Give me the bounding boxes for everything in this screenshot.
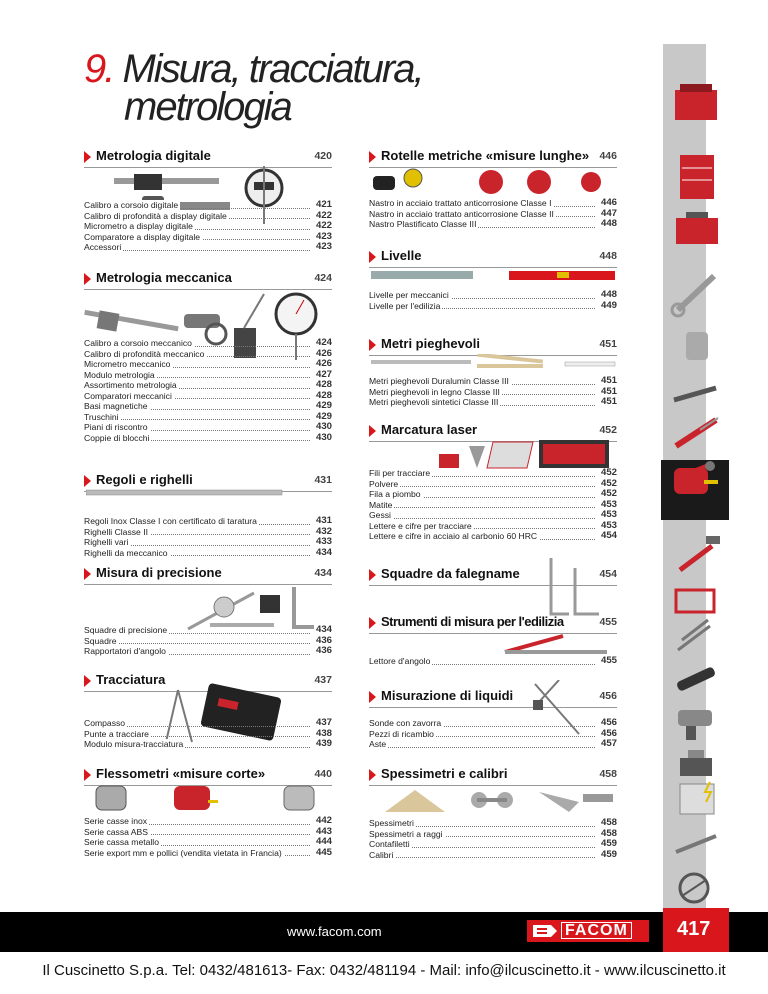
footer-bar xyxy=(0,912,768,952)
angle-reader-image xyxy=(503,634,613,656)
section-header[interactable] xyxy=(369,336,617,354)
list-item[interactable]: Lettere e cifre in acciaio al carbonio 60 HRC 454 xyxy=(369,531,617,541)
list-item[interactable]: Spessimetri a raggi 458 xyxy=(369,828,617,839)
list-item[interactable]: Piani di riscontro 430 xyxy=(84,422,332,432)
list-item[interactable]: Gessi 453 xyxy=(369,510,617,520)
arrow-icon xyxy=(369,151,376,163)
section-metri xyxy=(369,336,617,414)
section-title: Spessimetri e calibri xyxy=(381,766,508,781)
list-item[interactable]: Nastro in acciaio trattato anticorrosione Classe I 446 xyxy=(369,198,617,208)
feeler-gauges-image xyxy=(369,786,617,816)
flashlight-icon xyxy=(676,666,716,692)
chapter-number: 9. xyxy=(84,47,114,91)
section-page: 448 xyxy=(599,250,617,262)
section-page: 440 xyxy=(314,768,332,780)
list-item[interactable]: Accessori 423 xyxy=(84,242,332,252)
list-item[interactable]: Polvere 452 xyxy=(369,478,617,489)
list-item[interactable]: Coppie di blocchi 430 xyxy=(84,432,332,443)
page-number-box xyxy=(663,908,729,952)
ratchet-icon xyxy=(674,388,716,400)
list-item[interactable]: Serie casse inox 442 xyxy=(84,816,332,826)
carpenter-squares-image xyxy=(545,558,605,620)
tool-case-icon xyxy=(676,212,718,244)
brand-name: FACOM xyxy=(561,922,632,939)
section-title: Metrologia meccanica xyxy=(96,270,232,285)
section-title: Flessometri «misure corte» xyxy=(96,766,266,781)
section-page: 455 xyxy=(599,616,617,628)
section-title: Regoli e righelli xyxy=(96,472,193,487)
section-page: 420 xyxy=(314,150,332,162)
section-page: 446 xyxy=(599,150,617,162)
tape-measures-image xyxy=(84,784,332,814)
chapter-title xyxy=(84,47,423,129)
section-page: 458 xyxy=(599,768,617,780)
item-list xyxy=(369,198,617,230)
section-title: Tracciatura xyxy=(96,672,166,687)
section-title: Squadre da falegname xyxy=(381,566,520,581)
section-page: 424 xyxy=(314,272,332,284)
section-squadre-falegname xyxy=(369,566,617,616)
section-metrologia-digitale xyxy=(84,148,332,260)
list-item[interactable]: Calibri 459 xyxy=(369,849,617,860)
section-title: Metri pieghevoli xyxy=(381,336,480,351)
section-page: 431 xyxy=(314,474,332,486)
list-item[interactable]: Contafiletti 459 xyxy=(369,839,617,849)
section-title: Marcatura laser xyxy=(381,422,478,437)
list-item[interactable]: Assortimento metrologia 428 xyxy=(84,380,332,390)
item-list xyxy=(84,816,332,858)
section-page: 452 xyxy=(599,424,617,436)
list-item[interactable]: Livelle per l'edilizia 449 xyxy=(369,300,617,311)
item-list xyxy=(369,818,617,860)
arrow-icon xyxy=(369,425,376,437)
contact-line: Il Cuscinetto S.p.a. Tel: 0432/481613- Fax: 0432/481194 - Mail: info@ilcuscinetto.it - www.ilcuscinetto.it xyxy=(42,962,726,979)
list-item[interactable]: Metri pieghevoli sintetici Classe III 451 xyxy=(369,397,617,407)
list-item[interactable]: Truschini 429 xyxy=(84,411,332,422)
section-header[interactable] xyxy=(84,766,332,784)
section-rotelle xyxy=(369,148,617,232)
section-page: 454 xyxy=(599,568,617,580)
list-item[interactable]: Squadre di precisione 434 xyxy=(84,625,332,635)
list-item[interactable]: Fili per tracciare 452 xyxy=(369,468,617,478)
screwdriver-icon xyxy=(676,418,718,446)
section-header[interactable] xyxy=(369,766,617,784)
list-item[interactable]: Compasso 437 xyxy=(84,718,332,728)
section-page: 456 xyxy=(599,690,617,702)
section-title: Rotelle metriche «misure lunghe» xyxy=(381,148,590,163)
toolbox-icon xyxy=(675,84,717,120)
arrow-icon xyxy=(369,339,376,351)
section-precisione xyxy=(84,565,332,663)
section-title: Misurazione di liquidi xyxy=(381,688,514,703)
section-title: Metrologia digitale xyxy=(96,148,211,163)
wrench-icon xyxy=(672,276,714,316)
list-item[interactable]: Aste 457 xyxy=(369,739,617,749)
marking-tools-image xyxy=(439,436,617,472)
facom-logo xyxy=(527,920,649,942)
list-item[interactable]: Lettere e cifre per tracciare 453 xyxy=(369,520,617,531)
list-item[interactable]: Lettore d'angolo 455 xyxy=(369,656,617,666)
list-item[interactable]: Pezzi di ricambio 456 xyxy=(369,728,617,739)
list-item[interactable]: Comparatore a display digitale 423 xyxy=(84,231,332,242)
tool-cabinet-icon xyxy=(680,155,714,199)
list-item[interactable]: Calibro di profondità meccanico 426 xyxy=(84,348,332,359)
page-number: 417 xyxy=(677,918,711,940)
breaker-icon xyxy=(680,782,714,814)
list-item[interactable]: Spessimetri 458 xyxy=(369,818,617,828)
section-spessimetri xyxy=(369,766,617,862)
folding-rules-image xyxy=(369,354,617,374)
steering-wheel-icon xyxy=(680,874,708,902)
section-metrologia-meccanica xyxy=(84,270,332,452)
arrow-icon xyxy=(369,251,376,263)
section-tracciatura xyxy=(84,672,332,756)
arrow-icon xyxy=(84,769,91,781)
section-header[interactable] xyxy=(369,148,617,166)
item-list xyxy=(369,376,617,408)
list-item[interactable]: Calibro di profondità a display digitale 422 xyxy=(84,210,332,221)
list-item[interactable]: Nastro Plastificato Classe III 448 xyxy=(369,219,617,229)
section-page: 451 xyxy=(599,338,617,350)
item-list xyxy=(84,338,332,443)
section-flessometri xyxy=(84,766,332,862)
arrow-icon xyxy=(369,617,376,629)
list-item[interactable]: Calibro a corsoio digitale 421 xyxy=(84,200,332,210)
cutter-icon xyxy=(678,620,710,650)
list-item[interactable]: Punte a tracciare 438 xyxy=(84,728,332,739)
website-link[interactable]: www.facom.com xyxy=(287,924,382,939)
section-header[interactable] xyxy=(369,248,617,266)
socket-icon xyxy=(686,332,708,360)
vise-icon xyxy=(680,750,712,776)
chapter-title-line1: Misura, tracciatura, xyxy=(122,47,423,91)
list-item[interactable]: Modulo metrologia 427 xyxy=(84,369,332,380)
list-item[interactable]: Metri pieghevoli in legno Classe III 451 xyxy=(369,386,617,397)
section-header[interactable] xyxy=(84,565,332,583)
list-item[interactable]: Fila a piombo 452 xyxy=(369,489,617,499)
section-livelle xyxy=(369,248,617,320)
spirit-levels-image xyxy=(369,268,617,282)
arrow-icon xyxy=(369,569,376,581)
section-page: 437 xyxy=(314,674,332,686)
section-title: Strumenti di misura per l'edilizia xyxy=(381,614,564,629)
section-title: Livelle xyxy=(381,248,422,263)
list-item[interactable]: Metri pieghevoli Duralumin Classe III 451 xyxy=(369,376,617,386)
list-item[interactable]: Rapportatori d'angolo 436 xyxy=(84,646,332,656)
list-item[interactable]: Nastro in acciaio trattato anticorrosione Classe II 447 xyxy=(369,208,617,219)
section-header[interactable] xyxy=(84,270,332,288)
arrow-icon xyxy=(84,273,91,285)
probe-icon xyxy=(676,836,716,852)
list-item[interactable]: Righelli vari 433 xyxy=(84,537,332,547)
section-header[interactable] xyxy=(84,148,332,166)
list-item[interactable]: Serie cassa ABS 443 xyxy=(84,826,332,837)
list-item[interactable]: Basi magnetiche 429 xyxy=(84,401,332,411)
chapter-title-line2: metrologia xyxy=(124,85,291,129)
item-list xyxy=(369,290,617,311)
item-list xyxy=(84,625,332,657)
section-marcatura xyxy=(369,422,617,552)
ruler-image xyxy=(86,488,286,498)
list-item[interactable]: Regoli Inox Classe I con certificato di taratura 431 xyxy=(84,516,332,526)
arrow-icon xyxy=(84,675,91,687)
arrow-icon xyxy=(84,475,91,487)
list-item[interactable]: Serie export mm e pollici (vendita vietata in Francia) 445 xyxy=(84,847,332,858)
list-item[interactable]: Squadre 436 xyxy=(84,635,332,646)
facom-logo-mark-icon xyxy=(533,925,557,937)
list-item[interactable]: Righelli da meccanico 434 xyxy=(84,547,332,558)
category-icons xyxy=(660,70,735,910)
list-item[interactable]: Modulo misura-tracciatura 439 xyxy=(84,739,332,749)
arrow-icon xyxy=(84,568,91,580)
list-item[interactable]: Matite 453 xyxy=(369,499,617,510)
section-edilizia xyxy=(369,614,617,670)
section-page: 434 xyxy=(314,567,332,579)
list-item[interactable]: Micrometro a display digitale 422 xyxy=(84,221,332,231)
item-list xyxy=(84,516,332,558)
measuring-tapes-image xyxy=(369,168,617,196)
air-tool-icon xyxy=(678,710,712,740)
tape-measure-icon xyxy=(674,468,718,494)
list-item[interactable]: Livelle per meccanici 448 xyxy=(369,290,617,300)
list-item[interactable]: Serie cassa metallo 444 xyxy=(84,837,332,847)
item-list xyxy=(369,656,617,667)
list-item[interactable]: Sonde con zavorra 456 xyxy=(369,718,617,728)
arrow-icon xyxy=(84,151,91,163)
section-title: Misura di precisione xyxy=(96,565,222,580)
list-item[interactable]: Righelli Classe II 432 xyxy=(84,526,332,537)
arrow-icon xyxy=(369,691,376,703)
item-list xyxy=(84,200,332,253)
section-liquidi xyxy=(369,688,617,752)
item-list xyxy=(369,718,617,750)
list-item[interactable]: Calibro a corsoio meccanico 424 xyxy=(84,338,332,348)
hacksaw-icon xyxy=(676,590,714,612)
arrow-icon xyxy=(369,769,376,781)
section-regoli xyxy=(84,472,332,562)
hammer-icon xyxy=(680,536,720,570)
item-list xyxy=(369,468,617,542)
section-header[interactable] xyxy=(369,614,617,632)
list-item[interactable]: Comparatori meccanici 428 xyxy=(84,390,332,401)
item-list xyxy=(84,718,332,750)
list-item[interactable]: Micrometro meccanico 426 xyxy=(84,359,332,369)
